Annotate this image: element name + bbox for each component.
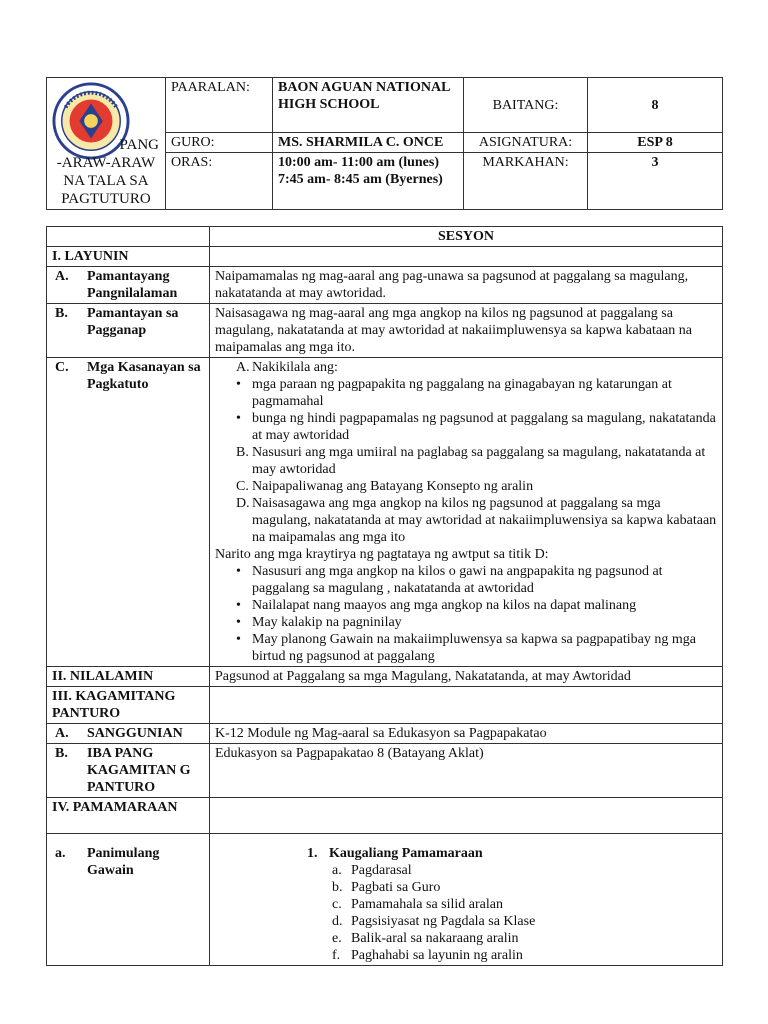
iba-pang-kagamitan-value: Edukasyon sa Pagpapakatao 8 (Batayang Aklat) xyxy=(210,744,723,798)
item-marker: C. xyxy=(55,360,69,375)
item-marker: B. xyxy=(236,445,249,460)
asignatura-label: ASIGNATURA: xyxy=(464,133,588,153)
empty-cell xyxy=(210,687,723,724)
paaralan-value: BAON AGUAN NATIONAL HIGH SCHOOL xyxy=(273,78,464,133)
item-label: Mga Kasanayan sa Pagkatuto xyxy=(87,360,201,392)
form-title xyxy=(47,136,165,208)
bullet-list xyxy=(215,376,717,444)
form-title-line1: PANG xyxy=(119,137,159,153)
nilalamin-heading: II. NILALAMIN xyxy=(47,667,210,687)
list-item xyxy=(215,896,717,913)
item-marker: f. xyxy=(332,948,341,963)
competency-list xyxy=(215,444,717,546)
item-text: Kaugaliang Pamamaraan xyxy=(329,846,483,861)
item-text: Naipapaliwanag ang Batayang Konsepto ng aralin xyxy=(252,479,534,494)
kaugalian-heading xyxy=(215,845,717,862)
oras-value-2: 7:45 am- 8:45 am (Byernes) xyxy=(278,172,443,187)
item-marker: d. xyxy=(332,914,343,929)
list-item xyxy=(215,478,717,495)
logo-title-cell xyxy=(47,78,166,210)
list-item: • mga paraan ng pagpapakita ng paggalang na ginagabayan ng katarungan at pagmamahal xyxy=(215,376,717,410)
list-item xyxy=(215,444,717,478)
list-item: • May planong Gawain na makaiimpluwensya sa kapwa sa pagpapatibay ng mga birtud ng pagsunod at paggalang xyxy=(215,631,717,665)
item-marker: a. xyxy=(332,863,342,878)
baitang-value: 8 xyxy=(588,78,723,133)
pamamaraan-heading: IV. PAMAMARAAN xyxy=(47,798,210,834)
item-marker: e. xyxy=(332,931,342,946)
empty-cell xyxy=(210,247,723,267)
competency-list xyxy=(215,359,717,376)
mga-kasanayan-label xyxy=(47,358,210,667)
lesson-plan-table xyxy=(46,226,723,966)
form-title-line3: NA TALA SA xyxy=(63,173,149,189)
guro-label: GURO: xyxy=(166,133,273,153)
item-marker: A. xyxy=(55,269,69,284)
list-item xyxy=(215,359,717,376)
criteria-intro: Narito ang mga kraytirya ng pagtataya ng awtput sa titik D: xyxy=(215,547,549,562)
item-marker: B. xyxy=(55,306,68,321)
pamantayang-pangnilalaman-value: Naipamamalas ng mag-aaral ang pag-unawa sa pagsunod at paggalang sa magulang, nakatatanda at may awtoridad. xyxy=(210,267,723,304)
item-label: Panimulang Gawain xyxy=(87,846,160,878)
item-text: Naisasagawa ang mga angkop na kilos ng pagsunod at paggalang sa mga magulang, nakatatanda at may awtoridad at nakaiimpluwensiya sa kapwa kabataan na maipamalas ang mga ito xyxy=(252,496,717,545)
item-text: Nasusuri ang mga umiiral na paglabag sa paggalang sa magulang, nakatatanda at may awtoridad xyxy=(252,445,706,477)
guro-value: MS. SHARMILA C. ONCE xyxy=(273,133,464,153)
item-marker: 1. xyxy=(307,846,318,861)
list-item xyxy=(215,495,717,546)
item-marker: A. xyxy=(236,360,250,375)
oras-label: ORAS: xyxy=(166,153,273,210)
kagamitan-heading: III. KAGAMITANG PANTURO xyxy=(47,687,210,724)
list-item xyxy=(215,879,717,896)
markahan-label: MARKAHAN: xyxy=(464,153,588,210)
item-label: SANGGUNIAN xyxy=(87,726,183,741)
sanggunian-value: K-12 Module ng Mag-aaral sa Edukasyon sa Pagpapakatao xyxy=(210,724,723,744)
form-title-line4: PAGTUTURO xyxy=(61,191,151,207)
item-marker: a. xyxy=(55,846,66,861)
form-title-line2: -ARAW-ARAW xyxy=(56,155,156,171)
item-marker: A. xyxy=(55,726,69,741)
item-text: Paghahabi sa layunin ng aralin xyxy=(351,948,523,963)
oras-value-1: 10:00 am- 11:00 am (lunes) xyxy=(278,155,439,170)
list-item xyxy=(215,930,717,947)
item-label: IBA PANG KAGAMITAN G PANTURO xyxy=(87,746,191,795)
panimulang-gawain-value xyxy=(210,834,723,966)
iba-pang-kagamitan-label xyxy=(47,744,210,798)
pamantayan-sa-pagganap-value: Naisasagawa ng mag-aaral ang mga angkop na kilos ng pagsunod at paggalang sa magulang, nakatatanda at may awtoridad at nakaiimpluwensya sa kapwa kabataan na maipamalas ang mga ito. xyxy=(210,304,723,358)
baitang-label: BAITANG: xyxy=(464,78,588,133)
paaralan-label: PAARALAN: xyxy=(166,78,273,133)
item-text: Pagbati sa Guro xyxy=(351,880,441,895)
item-text: Pagdarasal xyxy=(351,863,412,878)
panimulang-gawain-label xyxy=(47,834,210,966)
item-text: Nakikilala ang: xyxy=(252,360,338,375)
kaugalian-list xyxy=(215,862,717,964)
pamantayang-pangnilalaman-label xyxy=(47,267,210,304)
list-item xyxy=(215,913,717,930)
item-marker: b. xyxy=(332,880,343,895)
nilalamin-value: Pagsunod at Paggalang sa mga Magulang, Nakatatanda, at may Awtoridad xyxy=(210,667,723,687)
pamantayan-sa-pagganap-label xyxy=(47,304,210,358)
item-text: Pamamahala sa silid aralan xyxy=(351,897,503,912)
empty-cell xyxy=(47,227,210,247)
item-label: Pamantayan sa Pagganap xyxy=(87,306,179,338)
oras-value xyxy=(273,153,464,210)
empty-cell xyxy=(210,798,723,834)
item-text: Pagsisiyasat ng Pagdala sa Klase xyxy=(351,914,536,929)
header-table xyxy=(46,77,723,210)
list-item xyxy=(215,947,717,964)
item-marker: B. xyxy=(55,746,68,761)
item-text: Balik-aral sa nakaraang aralin xyxy=(351,931,519,946)
list-item: • Nasusuri ang mga angkop na kilos o gawi na angpapakita ng pagsunod at paggalang sa magulang , nakatatanda at awtoridad xyxy=(215,563,717,597)
mga-kasanayan-value xyxy=(210,358,723,667)
list-item: • Nailalapat nang maayos ang mga angkop na kilos na dapat malinang xyxy=(215,597,717,614)
item-marker: D. xyxy=(236,496,250,511)
sanggunian-label xyxy=(47,724,210,744)
list-item: • May kalakip na pagninilay xyxy=(215,614,717,631)
layunin-heading: I. LAYUNIN xyxy=(47,247,210,267)
item-label: Pamantayang Pangnilalaman xyxy=(87,269,178,301)
asignatura-value: ESP 8 xyxy=(588,133,723,153)
markahan-value: 3 xyxy=(588,153,723,210)
item-marker: c. xyxy=(332,897,342,912)
item-marker: C. xyxy=(236,479,249,494)
list-item: • bunga ng hindi pagpapamalas ng pagsunod at paggalang sa magulang, nakatatanda at may awtoridad xyxy=(215,410,717,444)
criteria-list xyxy=(215,563,717,665)
list-item xyxy=(215,862,717,879)
sesyon-heading: SESYON xyxy=(210,227,723,247)
